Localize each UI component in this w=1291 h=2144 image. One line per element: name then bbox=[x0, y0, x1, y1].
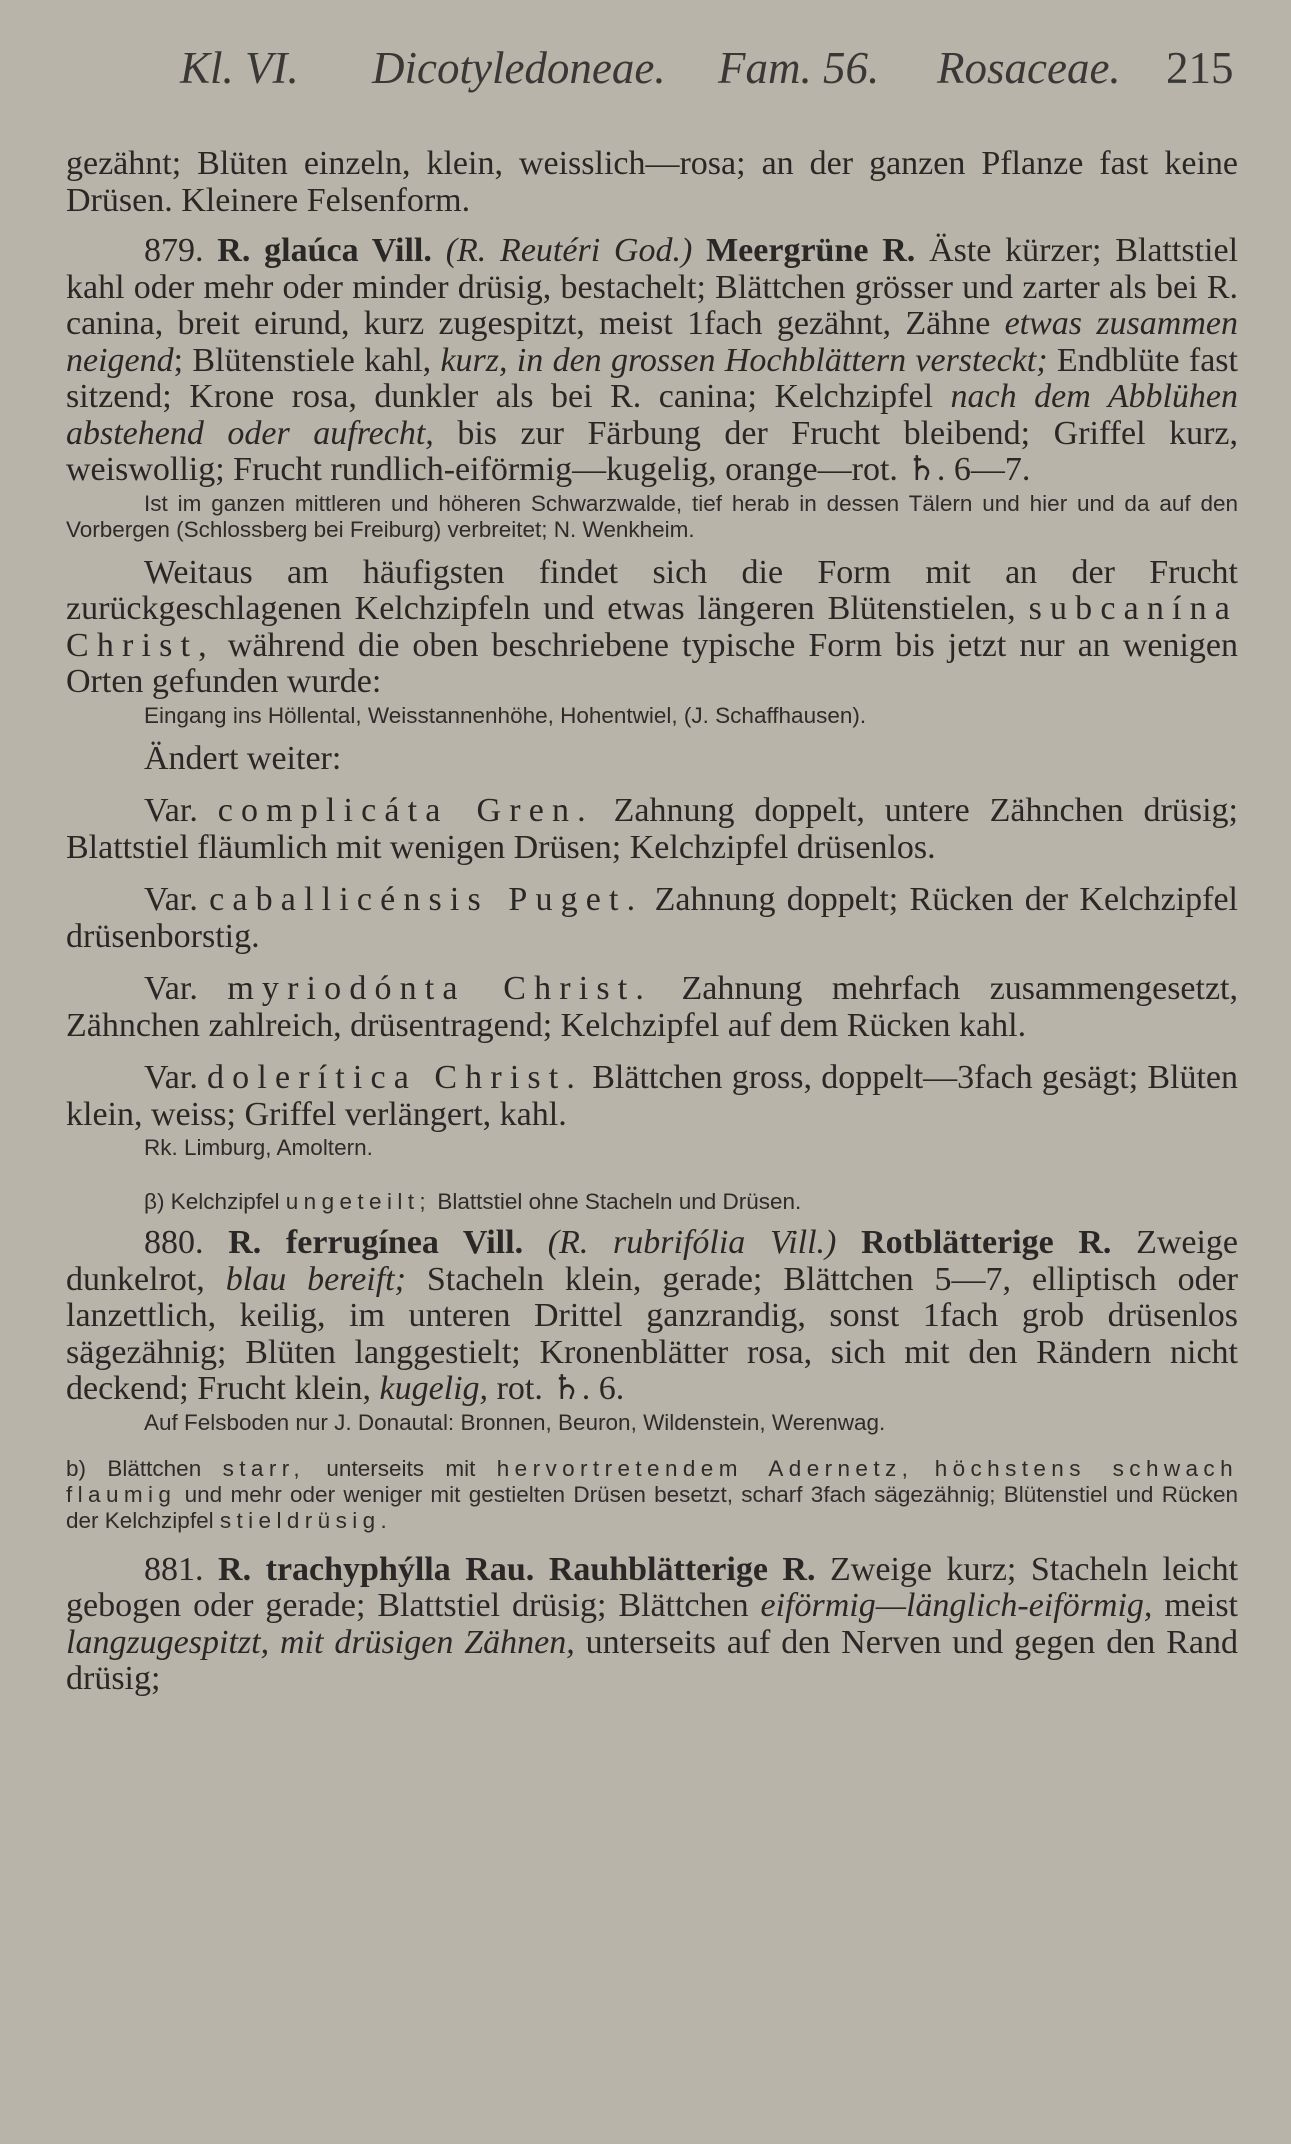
species-name: R. glaúca Vill. bbox=[217, 232, 432, 269]
species-880 bbox=[66, 1225, 1238, 1408]
variety-myriodonta bbox=[66, 971, 1238, 1044]
form-name: subcanína Christ, bbox=[66, 590, 1238, 664]
group-beta-heading bbox=[66, 1189, 1238, 1215]
variety-name: dolerítica Christ. bbox=[207, 1059, 584, 1096]
variety-prefix: Var. bbox=[144, 1059, 208, 1096]
variety-name: complicáta Gren. bbox=[217, 792, 594, 829]
variety-text: Blättchen gross, doppelt—3fach gesägt; Blüten klein, weiss; Griffel verlängert, kahl. bbox=[66, 1059, 1238, 1133]
variety-doleritica bbox=[66, 1060, 1238, 1133]
form-text: Weitaus am häufigsten findet sich die Form mit an der Frucht zurückgeschlagenen Kelchzipfeln und etwas längeren Blütenstielen, bbox=[66, 553, 1238, 627]
group-spaced: stieldrüsig. bbox=[219, 1507, 393, 1533]
species-number: 880. bbox=[144, 1224, 204, 1261]
description-text: rot. ♄. 6. bbox=[488, 1370, 625, 1407]
species-common-name: Meergrüne R. bbox=[706, 232, 916, 269]
description-emphasis: etwas zusammen neigend bbox=[66, 305, 1238, 379]
species-number: 879. bbox=[144, 232, 204, 269]
species-name: R. ferrugínea Vill. bbox=[228, 1224, 524, 1261]
continued-paragraph: gezähnt; Blüten einzeln, klein, weisslich—rosa; an der ganzen Pflanze fast keine Drüsen. Kleinere Felsenform. bbox=[66, 145, 1238, 219]
description-text: Zweige kurz; Stacheln leicht gebogen oder gerade; Blattstiel drüsig; Blättchen bbox=[66, 1550, 1239, 1624]
variety-prefix: Var. bbox=[144, 792, 218, 829]
description-text: Zweige dunkelrot, bbox=[66, 1224, 1239, 1298]
species-common-name: Rotblätterige R. bbox=[861, 1224, 1112, 1261]
variety-prefix: Var. bbox=[144, 881, 210, 918]
group-spaced: hervortretendem Adernetz, bbox=[496, 1455, 914, 1481]
group-text: b) Blättchen bbox=[66, 1455, 223, 1481]
description-text: Endblüte fast sitzend; Krone rosa, dunkler als bei R. canina; Kelchzipfel bbox=[66, 341, 1238, 415]
group-text: unterseits mit bbox=[305, 1455, 497, 1481]
group-text: Blattstiel ohne Stacheln und Drüsen. bbox=[431, 1189, 802, 1214]
form-paragraph bbox=[66, 555, 1238, 701]
description-emphasis: kurz, in den grossen Hochblättern versteckt; bbox=[440, 341, 1048, 379]
description-emphasis: nach dem Abblühen abstehend oder aufrecht, bbox=[66, 378, 1238, 452]
form-text: während die oben beschriebene typische Form bis jetzt nur an wenigen Orten gefunden wurde: bbox=[66, 626, 1238, 700]
header-family-name: Rosaceae. bbox=[937, 43, 1121, 93]
header-class: Kl. VI. bbox=[180, 43, 299, 93]
variety-text: Zahnung doppelt, untere Zähnchen drüsig; Blattstiel fläumlich mit wenigen Drüsen; Kelchzipfel drüsenlos. bbox=[66, 792, 1238, 866]
locality-note: Rk. Limburg, Amoltern. bbox=[144, 1135, 373, 1160]
header-order: Dicotyledoneae. bbox=[372, 43, 666, 93]
text-body bbox=[66, 146, 1238, 1698]
species-879 bbox=[66, 233, 1238, 489]
header-family: Fam. 56. bbox=[718, 43, 880, 93]
varies-further: Ändert weiter: bbox=[144, 739, 342, 777]
group-spaced: ungeteilt; bbox=[285, 1189, 432, 1214]
group-text: und mehr oder weniger mit gestielten Drüsen besetzt, scharf 3fach sägezähnig; Blütenstiel und Rücken der Kelchzipfel bbox=[66, 1481, 1238, 1533]
species-synonym: (R. rubrifólia Vill.) bbox=[547, 1224, 837, 1261]
variety-text: Zahnung mehrfach zusammengesetzt, Zähnchen zahlreich, drüsentragend; Kelchzipfel auf dem Rücken kahl. bbox=[66, 970, 1238, 1044]
variety-complicata bbox=[66, 793, 1238, 866]
description-emphasis: blau bereift; bbox=[225, 1260, 406, 1298]
variety-prefix: Var. bbox=[144, 970, 228, 1007]
description-text: meist bbox=[1152, 1587, 1238, 1624]
group-spaced: starr, bbox=[222, 1455, 306, 1481]
locality-note: Eingang ins Höllental, Weisstannenhöhe, Hohentwiel, (J. Schaffhausen). bbox=[144, 702, 867, 728]
description-text: Stacheln klein, gerade; Blättchen 5—7, elliptisch oder lanzettlich, keilig, im unteren Drittel ganzrandig, sonst 1fach grob drüsenlos sägezähnig; Blüten langgestielt; Kronenblätter rosa, sich mit den Rändern nicht deckend; Frucht klein, bbox=[66, 1260, 1238, 1407]
variety-caballicensis bbox=[66, 882, 1238, 955]
description-text: unterseits auf den Nerven und gegen den Rand drüsig; bbox=[66, 1623, 1238, 1697]
species-881 bbox=[66, 1552, 1238, 1698]
species-synonym: (R. Reutéri God.) bbox=[445, 232, 693, 269]
species-common-name: Rauhblätterige R. bbox=[548, 1550, 816, 1588]
description-text: Äste kürzer; Blattstiel kahl oder mehr oder minder drüsig, bestachelt; Blättchen grösser und zarter als bei R. canina, breit eirund, kurz zugespitzt, meist 1fach gezähnt, Zähne bbox=[66, 232, 1239, 342]
description-emphasis: eiförmig—länglich-eiförmig, bbox=[760, 1587, 1153, 1624]
running-header bbox=[0, 42, 1291, 102]
description-emphasis: langzugespitzt, mit drüsigen Zähnen, bbox=[66, 1623, 575, 1661]
variety-name: myriodónta Christ. bbox=[227, 970, 653, 1007]
description-emphasis: kugelig, bbox=[379, 1370, 489, 1407]
group-spaced: höchstens schwach flaumig bbox=[66, 1455, 1238, 1507]
page-number: 215 bbox=[1166, 43, 1234, 93]
species-name: R. trachyphýlla Rau. bbox=[218, 1550, 535, 1588]
description-text: bis zur Färbung der Frucht bleibend; Griffel kurz, weiswollig; Frucht rundlich-eiförmig—kugelig, orange—rot. ♄. 6—7. bbox=[66, 414, 1238, 488]
variety-text: Zahnung doppelt; Rücken der Kelchzipfel drüsenborstig. bbox=[66, 881, 1239, 955]
description-text: ; Blütenstiele kahl, bbox=[173, 341, 441, 379]
group-text bbox=[913, 1456, 934, 1481]
locality-note: Ist im ganzen mittleren und höheren Schwarzwalde, tief herab in dessen Tälern und hier und da auf den Vorbergen (Schlossberg bei Freiburg) verbreitet; N. Wenkheim. bbox=[66, 490, 1238, 542]
group-text: β) Kelchzipfel bbox=[144, 1189, 286, 1214]
variety-name: caballicénsis Puget. bbox=[209, 881, 644, 918]
species-number: 881. bbox=[144, 1550, 204, 1588]
locality-note: Auf Felsboden nur J. Donautal: Bronnen, Beuron, Wildenstein, Werenwag. bbox=[144, 1409, 886, 1435]
group-b-heading bbox=[66, 1456, 1238, 1534]
